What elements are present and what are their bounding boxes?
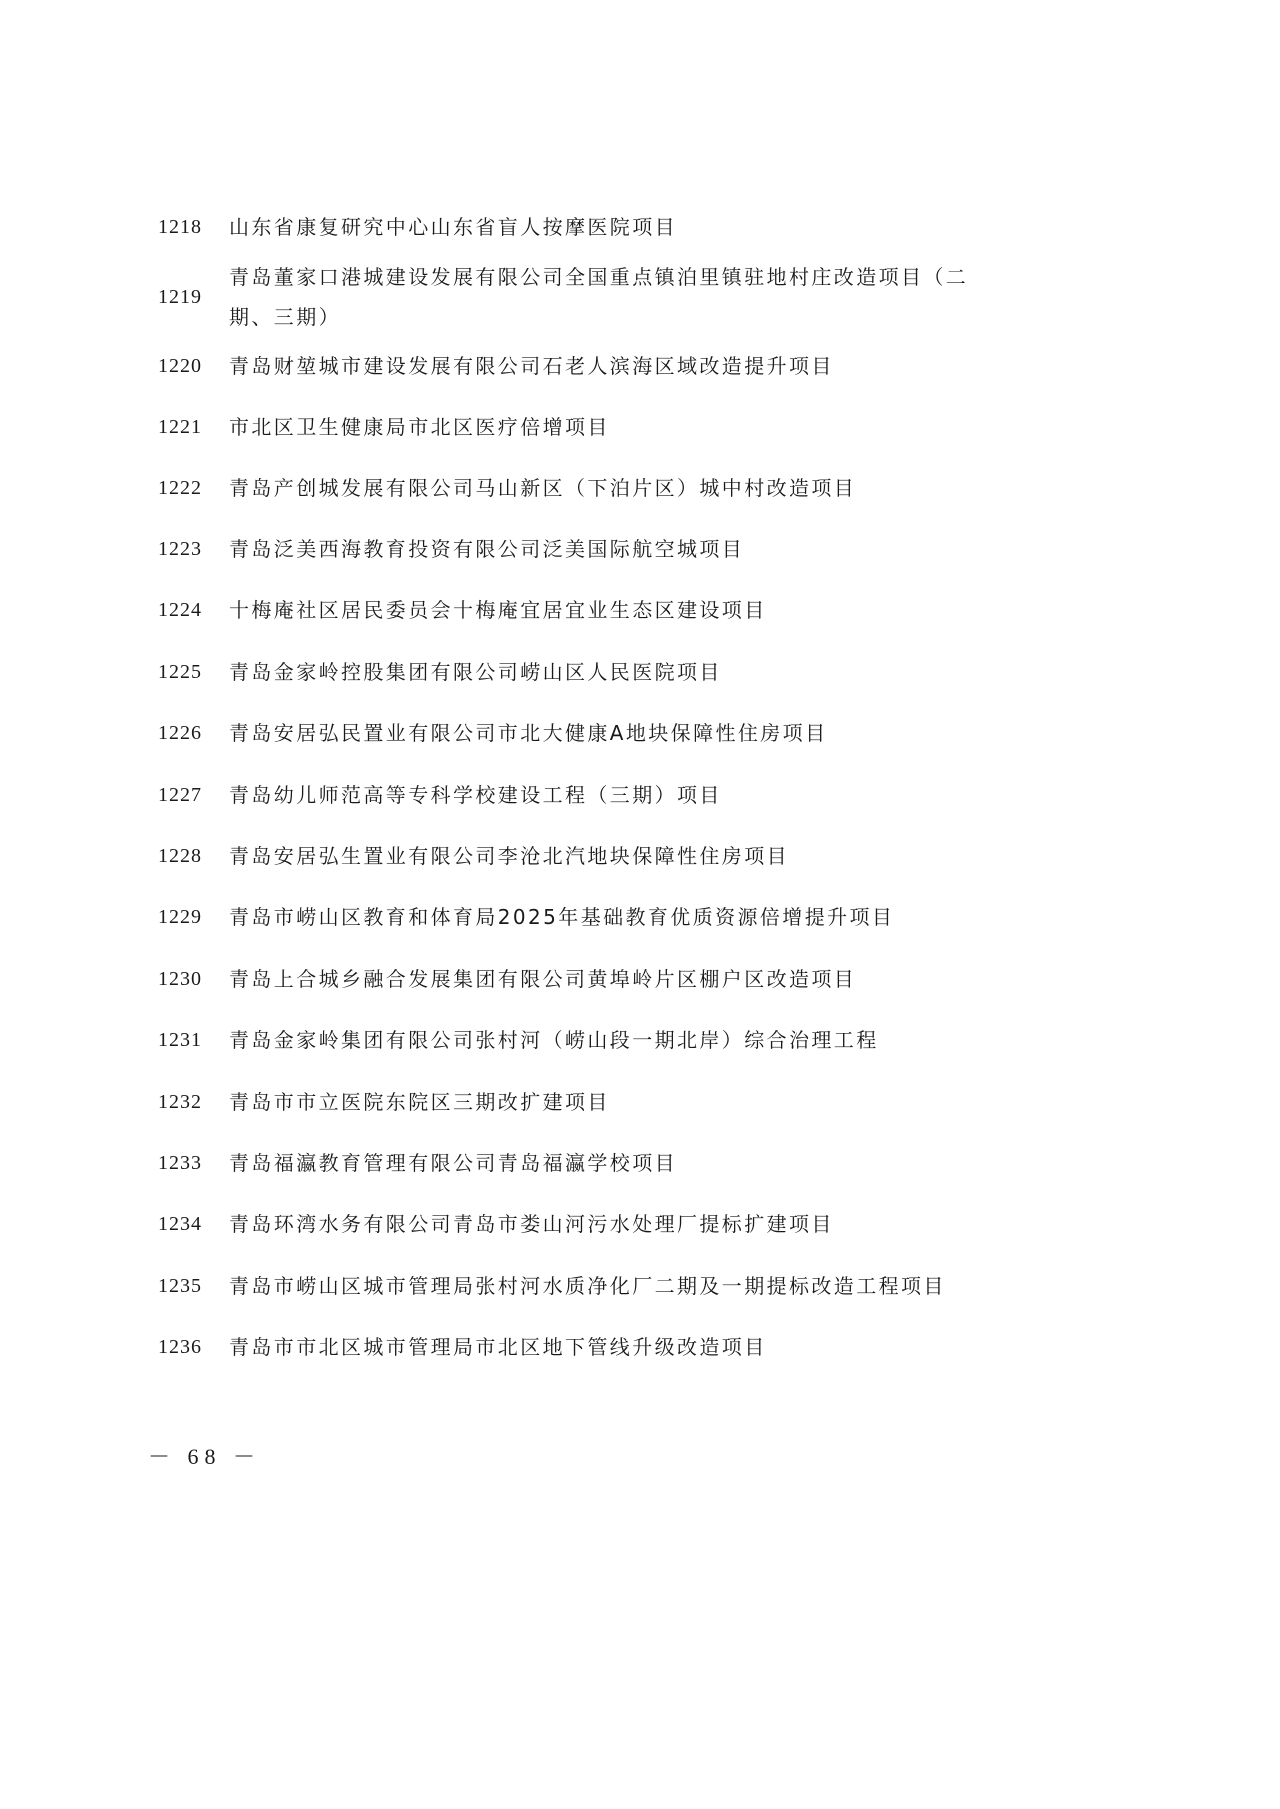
item-text: 市北区卫生健康局市北区医疗倍增项目 [229,415,610,439]
item-number: 1231 [158,1029,202,1051]
item-text: 青岛福瀛教育管理有限公司青岛福瀛学校项目 [229,1151,677,1175]
item-number: 1230 [158,968,202,990]
item-number: 1234 [158,1213,202,1235]
item-text: 青岛市崂山区城市管理局张村河水质净化厂二期及一期提标改造工程项目 [229,1274,946,1298]
item-text: 青岛金家岭集团有限公司张村河（崂山段一期北岸）综合治理工程 [229,1028,879,1052]
item-text: 青岛环湾水务有限公司青岛市娄山河污水处理厂提标扩建项目 [229,1212,834,1236]
item-number: 1223 [158,538,202,560]
item-number: 1218 [158,216,202,238]
item-number: 1228 [158,845,202,867]
item-text: 青岛金家岭控股集团有限公司崂山区人民医院项目 [229,660,722,684]
item-text: 青岛安居弘民置业有限公司市北大健康A地块保障性住房项目 [229,721,828,745]
item-text: 青岛泛美西海教育投资有限公司泛美国际航空城项目 [229,537,745,561]
item-text: 青岛财堃城市建设发展有限公司石老人滨海区域改造提升项目 [229,354,834,378]
item-text: 青岛市崂山区教育和体育局2025年基础教育优质资源倍增提升项目 [229,905,895,929]
item-text: 青岛董家口港城建设发展有限公司全国重点镇泊里镇驻地村庄改造项目（二期、三期） [229,265,969,329]
item-text: 青岛幼儿师范高等专科学校建设工程（三期）项目 [229,783,722,807]
item-text: 山东省康复研究中心山东省盲人按摩医院项目 [229,215,677,239]
item-number: 1227 [158,784,202,806]
item-number: 1224 [158,599,202,621]
item-number: 1235 [158,1275,202,1297]
item-text: 青岛市市北区城市管理局市北区地下管线升级改造项目 [229,1335,767,1359]
page-number: － 68 － [148,1444,262,1469]
item-number: 1221 [158,416,202,438]
item-number: 1236 [158,1336,202,1358]
item-text: 青岛上合城乡融合发展集团有限公司黄埠岭片区棚户区改造项目 [229,967,857,991]
item-number: 1222 [158,477,202,499]
item-number: 1232 [158,1091,202,1113]
item-number: 1219 [158,286,202,308]
item-text: 十梅庵社区居民委员会十梅庵宜居宜业生态区建设项目 [229,598,767,622]
item-number: 1229 [158,906,202,928]
item-number: 1220 [158,355,202,377]
item-text: 青岛产创城发展有限公司马山新区（下泊片区）城中村改造项目 [229,476,857,500]
item-text: 青岛安居弘生置业有限公司李沧北汽地块保障性住房项目 [229,844,789,868]
item-number: 1225 [158,661,202,683]
item-number: 1233 [158,1152,202,1174]
item-number: 1226 [158,722,202,744]
item-text: 青岛市市立医院东院区三期改扩建项目 [229,1090,610,1114]
